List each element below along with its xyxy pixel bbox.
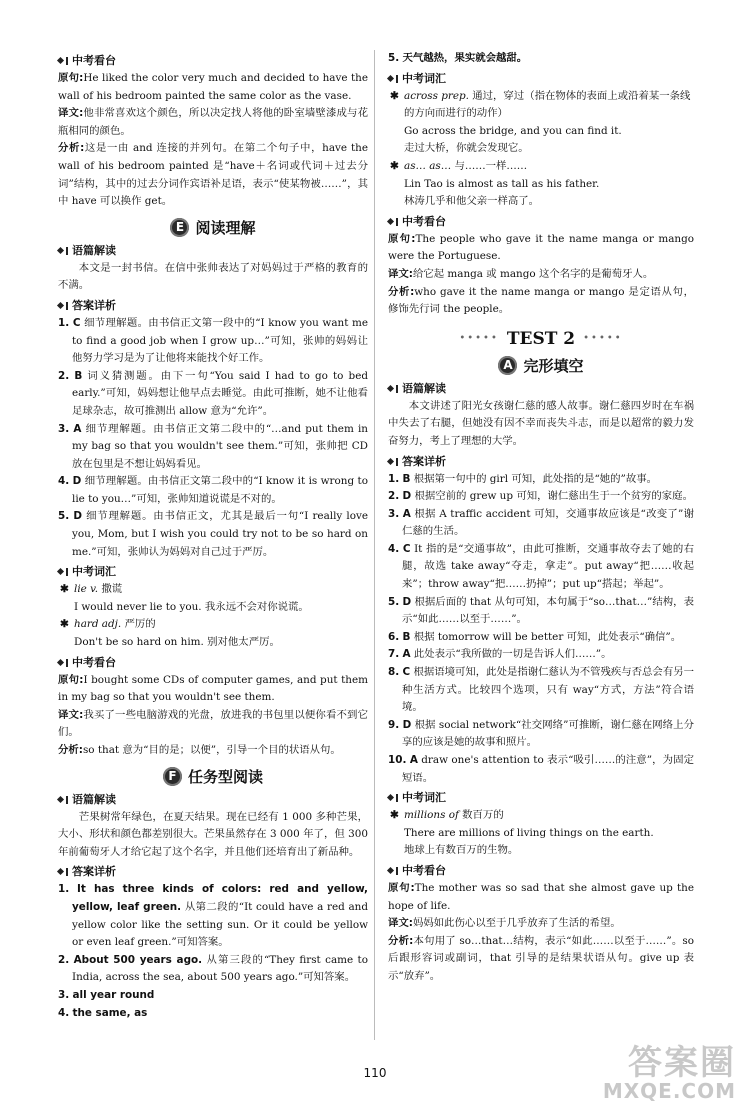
answer-item <box>58 368 368 421</box>
right-column <box>388 50 694 986</box>
answer-number: 3. <box>58 422 70 435</box>
answer-number: 3. <box>388 507 400 520</box>
section-heading: 语篇解读 <box>58 242 368 260</box>
star-bullet-icon: ✱ <box>390 89 399 102</box>
answer-number: 1. <box>58 316 70 329</box>
answer-key: C <box>402 666 411 679</box>
answer-explanation: 此处表示“我所做的一切是告诉人们……”。 <box>413 648 612 661</box>
answer-item <box>388 594 694 629</box>
answer-explanation: 根据后面的 that 从句可知，本句属于“so…that…”结构，表示“如此……以至于……”。 <box>402 595 694 626</box>
answer-number: 10. <box>388 754 407 766</box>
vocab-word: millions of <box>404 809 459 822</box>
section-heading: 答案详析 <box>388 453 694 471</box>
heading-marker-icon <box>58 796 67 804</box>
answer-number: 6. <box>388 630 400 643</box>
answer-explanation: 根据第一句中的 girl 可知，此处指的是“她的”故事。 <box>413 472 658 485</box>
heading-marker-icon <box>388 218 397 226</box>
vocab-entry <box>58 581 368 599</box>
answer-item <box>388 717 694 752</box>
heading-marker-icon <box>388 75 397 83</box>
vocab-example: Don't be so hard on him. 别对他太严厉。 <box>74 636 280 649</box>
translation: 译文:妈妈如此伤心以至于几乎放弃了生活的希望。 <box>388 917 621 930</box>
vocab-word: as… as… <box>404 159 452 172</box>
heading-marker-icon <box>58 247 67 255</box>
answer-item <box>388 629 694 647</box>
section-heading: 答案详析 <box>58 297 368 315</box>
answer-explanation: 根据空前的 grew up 可知，谢仁慈出生于一个贫穷的家庭。 <box>414 490 693 503</box>
answer-item <box>58 473 368 508</box>
vocab-meaning: 与……一样…… <box>454 159 528 172</box>
section-heading: 中考看台 <box>58 52 368 70</box>
section-title-f: F 任务型阅读 <box>58 766 368 787</box>
answer-key: the same, as <box>72 1006 148 1019</box>
analysis: 分析:who gave it the name manga or mango 是定语从句，修饰先行词 the people。 <box>388 285 694 316</box>
heading-marker-icon <box>58 868 67 876</box>
analysis: 分析:本句用了 so…that…结构，表示“如此……以至于……”。so 后跟形容词或副词，that 引导的是结果状语从句。give up 表示“放弃”。 <box>388 934 695 982</box>
section-heading: 语篇解读 <box>58 791 368 809</box>
star-bullet-icon: ✱ <box>60 583 69 596</box>
vocab-example: There are millions of living things on the earth. <box>404 826 654 839</box>
heading-marker-icon <box>58 302 67 310</box>
answer-explanation: 根据 A traffic accident 可知，交通事故应该是“改变了”谢仁慈的生活。 <box>402 507 694 538</box>
original-sentence: 原句:The people who gave it the name manga or mango were the Portuguese. <box>388 232 694 263</box>
vocab-entry <box>388 807 694 825</box>
vocab-meaning: 严厉的 <box>124 618 156 631</box>
answer-number: 2. <box>58 369 70 382</box>
answer-number: 5. <box>58 510 70 523</box>
answer-number: 4. <box>388 542 400 555</box>
answer-number: 8. <box>388 666 400 679</box>
answer-number: 1. <box>58 883 70 896</box>
vocab-example-translation: 地球上有数百万的生物。 <box>404 844 519 857</box>
answer-key: D <box>73 510 82 523</box>
original-sentence: 原句:I bought some CDs of computer games, and put them in my bag so that you wouldn't see them. <box>58 673 368 704</box>
section-heading: 中考看台 <box>388 862 694 880</box>
answer-explanation: draw one's attention to 表示“吸引……的注意”，为固定短语。 <box>402 754 695 784</box>
passage-summary: 芒果树常年绿色，在夏天结果。现在已经有 1 000 多种芒果，大小、形状和颜色都差别很大。芒果虽然存在 3 000 年了，但 300 年前葡萄牙人才给它起了这个名字，并且他们还培育出了新品种。 <box>58 810 368 858</box>
answer-key: C <box>402 542 411 555</box>
heading-marker-icon <box>58 659 67 667</box>
answer-explanation: 细节理解题。由书信正文第一段中的“I know you want me to find a good job when I grow up…”可知，张帅的妈妈让他努力学习是为了让他将来能找个好工作。 <box>72 316 369 365</box>
answer-key: B <box>402 472 411 485</box>
section-heading: 中考词汇 <box>58 563 368 581</box>
answer-explanation: 词义猜测题。由下一句“You said I had to go to bed early.”可知，妈妈想让他早点去睡觉。由此可推断，她不让他看足球杂志，故可推测出 allow 意为“允许”。 <box>72 369 369 417</box>
vocab-list <box>388 88 694 211</box>
vocab-entry <box>388 158 694 176</box>
answer-item <box>388 488 694 506</box>
watermark-url: MXQE.COM <box>602 1079 736 1103</box>
vocab-entry <box>58 616 368 634</box>
vocab-word: hard adj. <box>74 618 122 631</box>
section-heading: 中考看台 <box>58 654 368 672</box>
answer-number: 2. <box>58 953 70 966</box>
answer-explanation: It 指的是“交通事故”，由此可推断，交通事故夺去了她的右腿，故选 take away“夺走，拿走”。put away“把……收起来”；throw away“把……扔掉”；put up“搭起；举起”。 <box>402 542 694 591</box>
answer-key: About 500 years ago. <box>73 953 203 966</box>
original-sentence: 原句:The mother was so sad that she almost gave up the hope of life. <box>388 881 694 912</box>
answer-explanation: 细节理解题。由书信正文第二段中的“…and put them in my bag so that you wouldn't see them.”可知，张帅把 CD 放在包里是不想让妈妈看见。 <box>72 422 368 470</box>
section-badge-e: E <box>170 218 189 237</box>
title-dots-right: ••••• <box>583 333 623 345</box>
vocab-meaning: 数百万的 <box>462 809 504 822</box>
answer-item <box>58 952 368 987</box>
answer-item <box>58 508 368 561</box>
vocab-meaning: 通过，穿过（指在物体的表面上或沿着某一条线的方向而进行的动作） <box>404 89 691 120</box>
answer-item: 5. 天气越热，果实就会越甜。 <box>388 52 528 64</box>
answer-explanation: 根据 tomorrow will be better 可知，此处表示“确信”。 <box>413 630 682 643</box>
column-divider <box>374 50 375 1040</box>
answer-number: 5. <box>388 595 400 608</box>
answer-list <box>58 881 368 1022</box>
heading-marker-icon <box>58 568 67 576</box>
test-title: ••••• TEST 2 ••••• <box>459 328 623 349</box>
answer-key: A <box>73 422 82 435</box>
answer-key: D <box>402 595 412 608</box>
answer-key: A <box>409 754 418 766</box>
heading-marker-icon <box>388 794 397 802</box>
answer-list <box>58 315 368 561</box>
passage-summary: 本文是一封书信。在信中张帅表达了对妈妈过于严格的教育的不满。 <box>58 261 368 292</box>
page-number: 110 <box>363 1066 387 1080</box>
vocab-example: I would never lie to you. 我永远不会对你说谎。 <box>74 600 309 613</box>
answer-explanation: 从第二段的“It could have a red and yellow color like the setting sun. Or it could be yellow or even leaf green.”可知答案。 <box>72 900 368 949</box>
answer-item <box>388 646 694 664</box>
answer-key: D <box>402 718 412 731</box>
passage-summary: 本文讲述了阳光女孩谢仁慈的感人故事。谢仁慈四岁时在车祸中失去了右腿，但她没有因不幸而丧失斗志，而是以超常的毅力发奋努力，考上了理想的大学。 <box>388 399 694 447</box>
section-title-a: A 完形填空 <box>388 355 694 376</box>
answer-number: 7. <box>388 648 400 661</box>
answer-number: 4. <box>58 475 70 488</box>
answer-item <box>58 421 368 474</box>
answer-key: A <box>402 648 411 661</box>
answer-item <box>388 506 694 541</box>
answer-number: 9. <box>388 718 400 731</box>
answer-key: B <box>402 630 411 643</box>
section-badge-f: F <box>163 767 182 786</box>
section-heading: 答案详析 <box>58 863 368 881</box>
vocab-word: across prep. <box>404 89 469 102</box>
answer-key: It has three kinds of colors: red and yellow, yellow, leaf green. <box>72 883 368 913</box>
vocab-example: Go across the bridge, and you can find it. <box>404 124 622 137</box>
answer-key: D <box>402 490 412 503</box>
left-column <box>58 50 368 1022</box>
analysis: 分析:这是一由 and 连接的并列句。在第二个句子中，have the wall of his bedroom painted 是“have＋名词或代词＋过去分词”结构，其中的过去分词作宾语补足语，表示“使某物被……”，其中 have 可以换作 get。 <box>58 142 369 208</box>
answer-item <box>58 1005 368 1023</box>
watermark-main: 答案圈 <box>628 1043 736 1083</box>
vocab-example-translation: 林涛几乎和他父亲一样高了。 <box>404 195 540 208</box>
title-dots-left: ••••• <box>459 333 499 345</box>
translation: 译文:给它起 manga 或 mango 这个名字的是葡萄牙人。 <box>388 267 654 280</box>
section-heading: 中考看台 <box>388 213 694 231</box>
answer-number: 4. <box>58 1006 70 1019</box>
answer-key: A <box>402 507 411 520</box>
answer-item <box>58 881 368 951</box>
heading-marker-icon <box>388 867 397 875</box>
answer-number: 3. <box>58 988 70 1001</box>
vocab-word: lie v. <box>74 583 99 596</box>
answer-item <box>58 987 368 1005</box>
translation: 译文:我买了一些电脑游戏的光盘，放进我的书包里以便你看不到它们。 <box>58 708 368 739</box>
watermark-logo <box>602 1043 736 1103</box>
star-bullet-icon: ✱ <box>390 159 399 172</box>
answer-item <box>388 752 694 787</box>
section-badge-a: A <box>498 356 517 375</box>
vocab-example: Lin Tao is almost as tall as his father. <box>404 177 600 190</box>
star-bullet-icon: ✱ <box>60 618 69 631</box>
answer-explanation: 根据语境可知，此处是指谢仁慈认为不管残疾与否总会有另一种生活方式。比较四个选项，只有 way“方式，方法”符合语境。 <box>402 666 694 714</box>
answer-number: 2. <box>388 490 400 503</box>
answer-explanation: 从第三段的“They first came to India, across the sea, about 500 years ago.”可知答案。 <box>72 953 368 984</box>
analysis: 分析:so that 意为“目的是；以便”，引导一个目的状语从句。 <box>58 744 341 756</box>
heading-marker-icon <box>388 385 397 393</box>
answer-item <box>388 471 694 489</box>
section-heading: 中考词汇 <box>388 70 694 88</box>
translation: 译文:他非常喜欢这个颜色，所以决定找人将他的卧室墙壁漆成与花瓶相同的颜色。 <box>58 107 368 137</box>
answer-key: D <box>72 475 82 488</box>
answer-explanation: 根据 social network“社交网络”可推断，谢仁慈在网络上分享的应该是她的故事和照片。 <box>402 718 694 749</box>
original-sentence: 原句:He liked the color very much and decided to have the wall of his bedroom painted the same color as the vase. <box>58 72 368 102</box>
heading-marker-icon <box>58 57 67 65</box>
answer-item <box>388 664 694 717</box>
vocab-example-translation: 走过大桥，你就会发现它。 <box>404 142 529 155</box>
section-title-e: E 阅读理解 <box>58 217 368 238</box>
vocab-meaning: 撒谎 <box>101 583 123 596</box>
answer-item <box>388 541 694 594</box>
section-heading: 语篇解读 <box>388 380 694 398</box>
answer-number: 1. <box>388 472 400 485</box>
answer-key: all year round <box>72 988 155 1001</box>
star-bullet-icon: ✱ <box>390 809 399 822</box>
heading-marker-icon <box>388 458 397 466</box>
answer-key: B <box>74 369 83 382</box>
vocab-list <box>388 807 694 860</box>
answer-item <box>58 315 368 368</box>
answer-explanation: 细节理解题。由书信正文，尤其是最后一句“I really love you, Mom, but I wish you could try not to be so hard on me.”可知，张帅认为妈妈对自己过于严厉。 <box>72 510 368 558</box>
answer-explanation: 细节理解题。由书信正文第二段中的“I know it is wrong to lie to you…”可知，张帅知道说谎是不对的。 <box>72 475 368 505</box>
section-heading: 中考词汇 <box>388 789 694 807</box>
answer-key: C <box>72 316 81 329</box>
vocab-list <box>58 581 368 651</box>
vocab-entry <box>388 88 694 123</box>
answer-list <box>388 471 694 788</box>
